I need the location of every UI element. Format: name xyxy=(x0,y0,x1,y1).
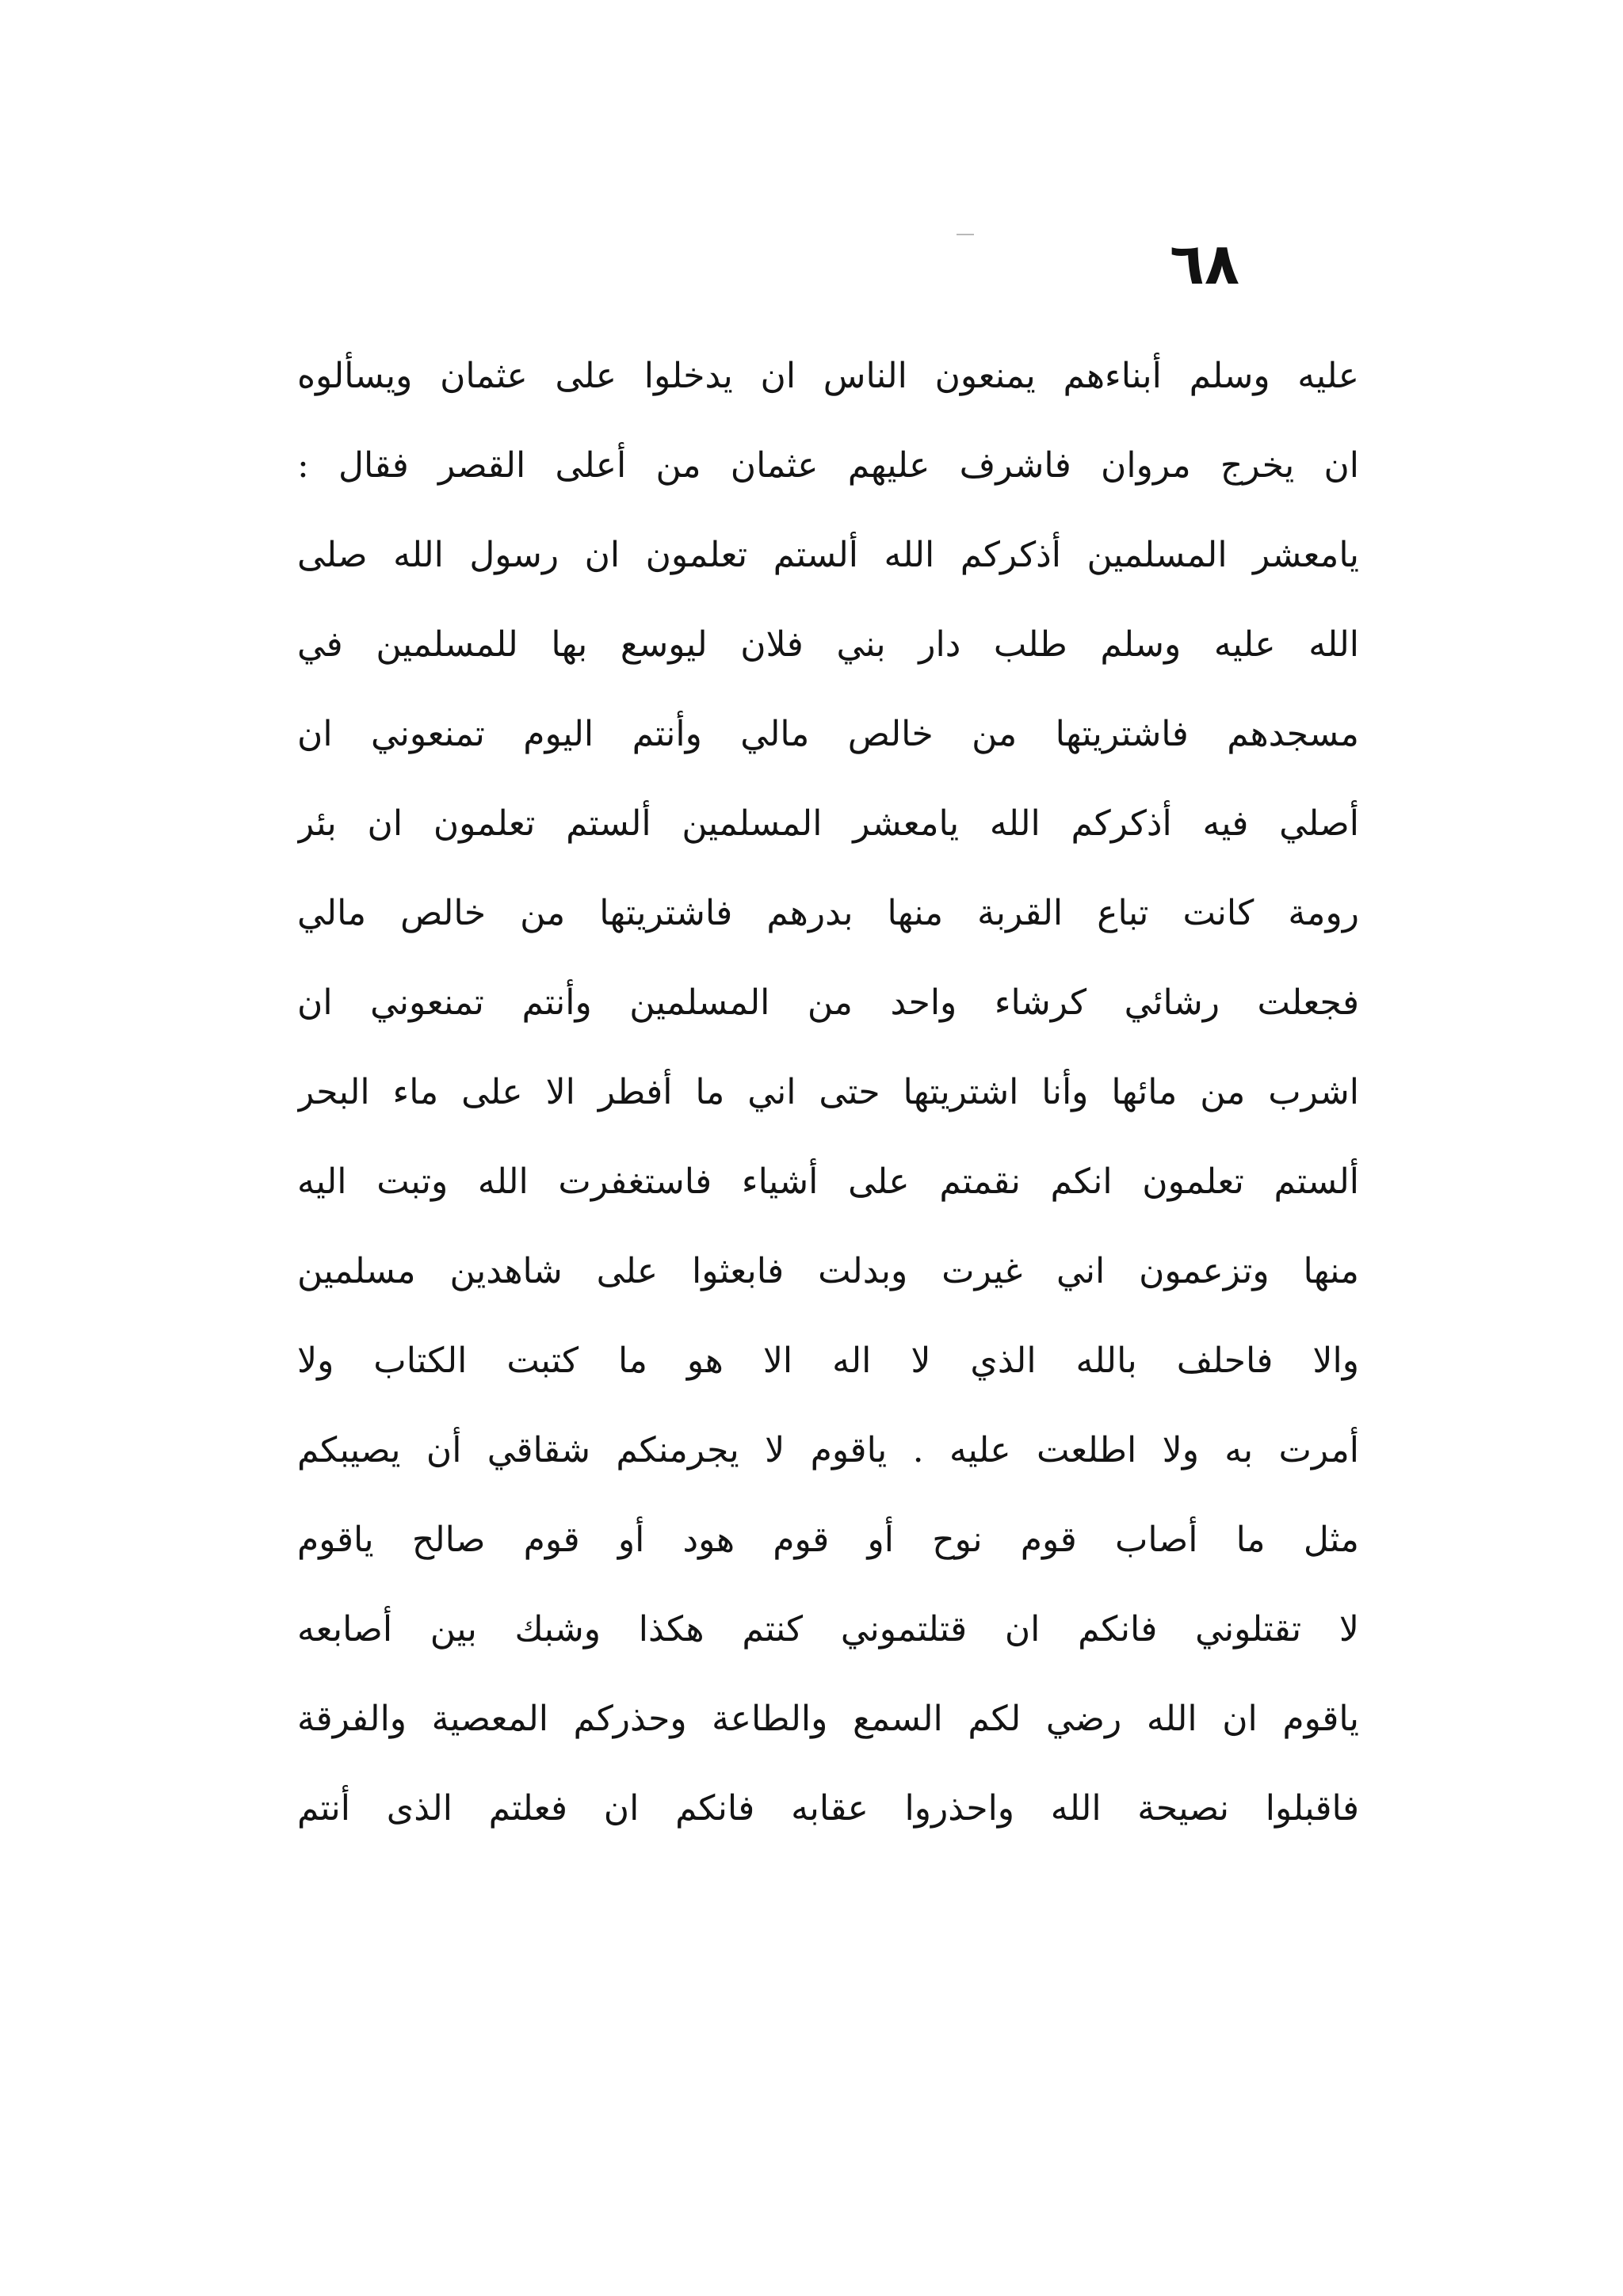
text-line-10: ألستم تعلمون انكم نقمتم على أشياء فاستغفرت الله وتبت اليه xyxy=(297,1161,1359,1202)
page-number: ٦٨ xyxy=(1170,231,1239,297)
text-line-17: فاقبلوا نصيحة الله واحذروا عقابه فانكم ان فعلتم الذى أنتم xyxy=(297,1788,1359,1829)
text-line-4: الله عليه وسلم طلب دار بني فلان ليوسع بها للمسلمين في xyxy=(297,624,1359,665)
text-line-15: لا تقتلوني فانكم ان قتلتموني كنتم هكذا وشبك بين أصابعه xyxy=(297,1609,1359,1650)
body-text xyxy=(297,331,1359,2122)
text-line-12: والا فاحلف بالله الذي لا اله الا هو ما كتبت الكتاب ولا xyxy=(297,1341,1359,1381)
text-line-8: فجعلت رشائي كرشاء واحد من المسلمين وأنتم تمنعوني ان xyxy=(297,982,1359,1023)
text-line-6: أصلي فيه أذكركم الله يامعشر المسلمين ألستم تعلمون ان بئر xyxy=(297,803,1359,844)
text-line-14: مثل ما أصاب قوم نوح أو قوم هود أو قوم صالح ياقوم xyxy=(297,1520,1359,1560)
text-line-1: عليه وسلم أبناءهم يمنعون الناس ان يدخلوا على عثمان ويسألوه xyxy=(297,356,1359,396)
text-line-13: أمرت به ولا اطلعت عليه . ياقوم لا يجرمنكم شقاقي أن يصيبكم xyxy=(297,1430,1359,1470)
text-line-16: ياقوم ان الله رضي لكم السمع والطاعة وحذركم المعصية والفرقة xyxy=(297,1699,1359,1739)
text-line-7: رومة كانت تباع القربة منها بدرهم فاشتريتها من خالص مالي xyxy=(297,893,1359,933)
text-line-3: يامعشر المسلمين أذكركم الله ألستم تعلمون ان رسول الله صلى xyxy=(297,535,1359,575)
text-line-9: اشرب من مائها وأنا اشتريتها حتى اني ما أفطر الا على ماء البحر xyxy=(297,1072,1359,1112)
text-line-2: ان يخرج مروان فاشرف عليهم عثمان من أعلى القصر فقال : xyxy=(297,445,1359,486)
text-line-5: مسجدهم فاشتريتها من خالص مالي وأنتم اليوم تمنعوني ان xyxy=(297,714,1359,754)
scan-speck xyxy=(957,234,974,235)
text-line-11: منها وتزعمون اني غيرت وبدلت فابعثوا على شاهدين مسلمين xyxy=(297,1251,1359,1291)
